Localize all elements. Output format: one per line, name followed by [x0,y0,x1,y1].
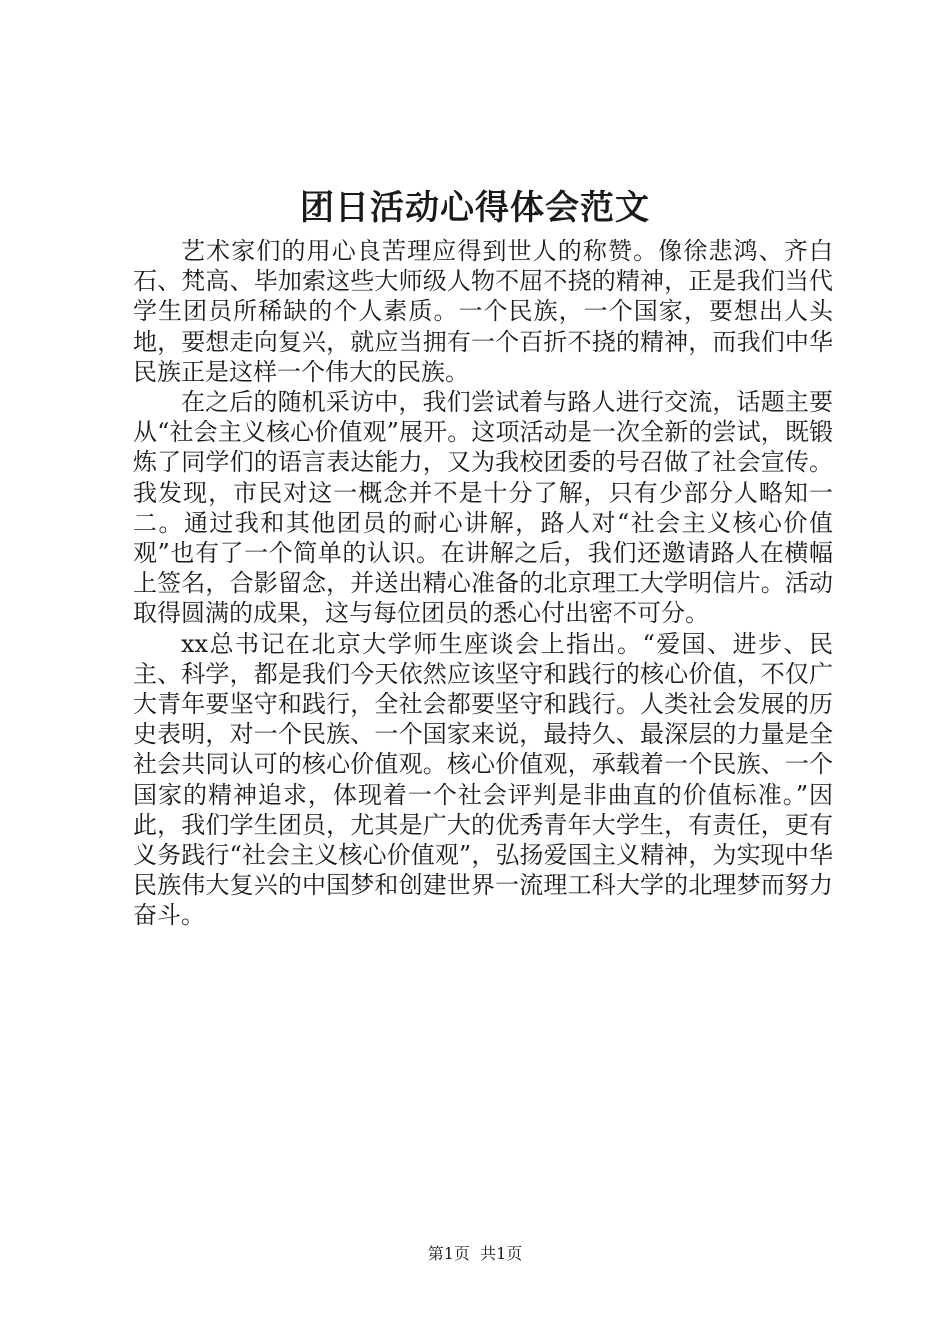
document-title: 团日活动心得体会范文 [300,188,650,228]
paragraph-3: xx总书记在北京大学师生座谈会上指出。“爱国、进步、民主、科学，都是我们今天依然应该坚守和践行的核心价值，不仅广大青年要坚守和践行，全社会都要坚守和践行。人类社会发展的历史表明，对一个民族、一个国家来说，最持久、最深层的力量是全社会共同认可的核心价值观。核心价值观，承载着一个民族、一个国家的精神追求，体现着一个社会评判是非曲直的价值标准。”因此，我们学生团员，尤其是广大的优秀青年大学生，有责任，更有义务践行“社会主义核心价值观”，弘扬爱国主义精神，为实现中华民族伟大复兴的中国梦和创建世界一流理工科大学的北理梦而努力奋斗。 [133,629,833,930]
document-body [133,236,833,931]
page-footer [0,1243,950,1265]
paragraph-1: 艺术家们的用心良苦理应得到世人的称赞。像徐悲鸿、齐白石、梵高、毕加索这些大师级人物不屈不挠的精神，正是我们当代学生团员所稀缺的个人素质。一个民族，一个国家，要想出人头地，要想走向复兴，就应当拥有一个百折不挠的精神，而我们中华民族正是这样一个伟大的民族。 [133,237,833,386]
paragraph-2: 在之后的随机采访中，我们尝试着与路人进行交流，话题主要从“社会主义核心价值观”展开。这项活动是一次全新的尝试，既锻炼了同学们的语言表达能力，又为我校团委的号召做了社会宣传。我发现，市民对这一概念并不是十分了解，只有少部分人略知一二。通过我和其他团员的耐心讲解，路人对“社会主义核心价值观”也有了一个简单的认识。在讲解之后，我们还邀请路人在横幅上签名，合影留念，并送出精心准备的北京理工大学明信片。活动取得圆满的成果，这与每位团员的悉心付出密不可分。 [133,388,833,628]
page-number-label: 第1页 共1页 [427,1244,523,1263]
